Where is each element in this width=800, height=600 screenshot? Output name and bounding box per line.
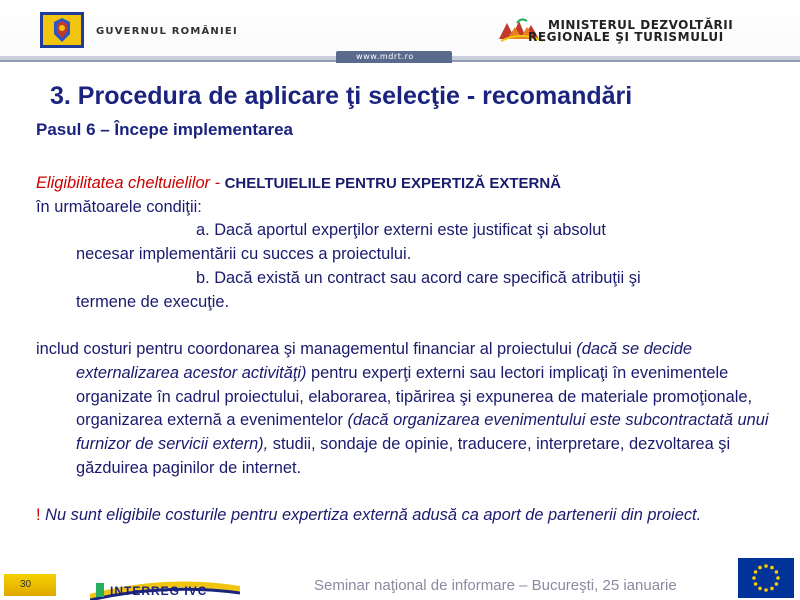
item-b-line1: b. Dacă există un contract sau acord care specifică atribuţii şi — [196, 268, 641, 287]
include-part3: studii, sondaje de opinie, traducere, interpretare, dezvoltarea şi găzduirea paginilor de internet. — [76, 435, 731, 477]
romania-coat-of-arms-icon — [40, 12, 84, 48]
eligibility-label: Eligibilitatea cheltuielilor - — [36, 174, 225, 192]
note-text: Nu sunt eligibile costurile pentru expertiza externă adusă ca aport de partenerii din proiect. — [40, 506, 702, 525]
page-number: 30 — [20, 579, 32, 590]
ministry-name-line2: REGIONALE ŞI TURISMULUI — [528, 30, 724, 44]
government-name: GUVERNUL ROMÂNIEI — [96, 26, 238, 37]
slide-body — [36, 172, 776, 528]
item-a-line1: a. Dacă aportul experţilor externi este justificat şi absolut — [196, 221, 606, 240]
include-italic2: (dacă organizarea evenimentului este subcontractată unui furnizor de servicii extern), — [76, 411, 769, 454]
eu-flag-icon — [738, 558, 794, 598]
eligibility-caps: CHELTUIELILE PENTRU EXPERTIZĂ EXTERNĂ — [224, 175, 562, 192]
ministry-name-line1: MINISTERUL DEZVOLTĂRII — [548, 18, 734, 32]
note-paragraph — [36, 504, 776, 528]
seminar-caption: Seminar naţional de informare – Bucureşti, 25 ianuarie — [314, 577, 677, 594]
website-url[interactable]: www.mdrt.ro — [356, 52, 414, 61]
slide-header — [0, 0, 800, 62]
include-paragraph — [36, 338, 776, 480]
conditions-intro: în următoarele condiţii: — [36, 197, 202, 216]
include-part2: pentru experţi externi sau lectori implicaţi în evenimentele organizate în cadrul proiectului, elaborarea, tipărirea şi expunerea de materiale promoţionale, organizarea externă a evenimentelor — [76, 363, 753, 430]
interreg-label: INTERREG IVC — [110, 584, 208, 598]
slide-subtitle: Pasul 6 – Începe implementarea — [36, 120, 294, 139]
item-b-line2: termene de execuţie. — [76, 292, 230, 311]
eligibility-heading — [36, 172, 776, 196]
include-italic1: (dacă se decide externalizarea acestor activităţi) — [76, 340, 693, 382]
include-part1: includ costuri pentru coordonarea şi managementul financiar al proiectului — [36, 340, 577, 359]
item-a-line2: necesar implementării cu succes a proiectului. — [76, 245, 412, 264]
note-exclamation: ! — [36, 506, 41, 525]
slide-title: 3. Procedura de aplicare ţi selecţie - recomandări — [50, 82, 633, 110]
